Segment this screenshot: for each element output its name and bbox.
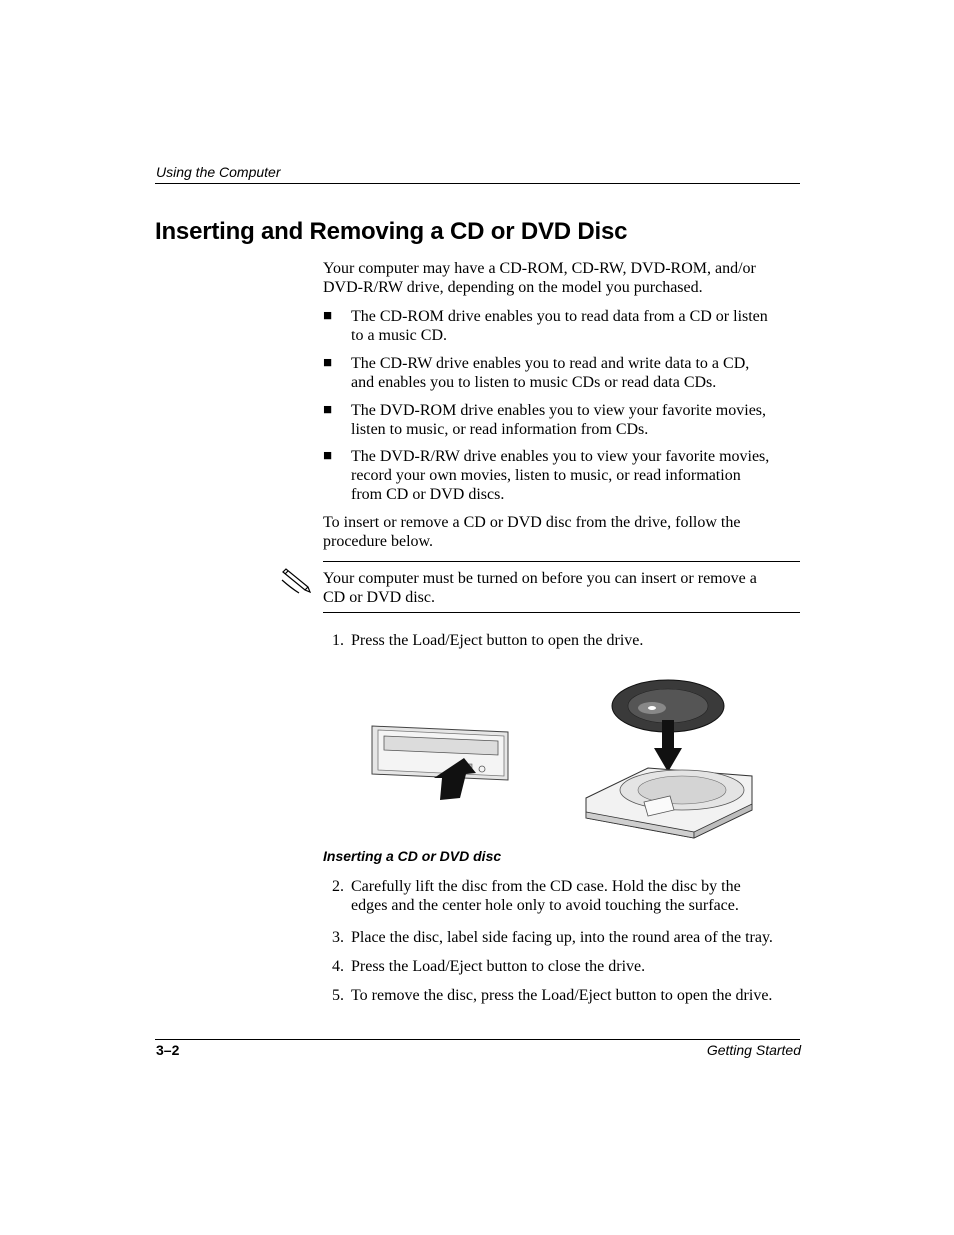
note-bottom-rule: [323, 612, 800, 613]
bullet-line: listen to music, or read information from CDs.: [351, 421, 649, 438]
note-line: CD or DVD disc.: [323, 589, 435, 606]
bullet-item: [351, 447, 803, 504]
note-top-rule: [323, 561, 800, 562]
step-line: Carefully lift the disc from the CD case. Hold the disc by the: [351, 878, 741, 895]
step-text: Place the disc, label side facing up, into the round area of the tray.: [351, 929, 773, 946]
bullet-marker: ■: [323, 402, 333, 418]
bullet-line: The CD-RW drive enables you to read and write data to a CD,: [351, 355, 750, 372]
note-text: [323, 569, 803, 607]
procedure-intro: [323, 513, 803, 551]
step-text: Press the Load/Eject button to open the drive.: [351, 632, 644, 649]
bullet-line: and enables you to listen to music CDs or read data CDs.: [351, 374, 717, 391]
step-number: 5.: [332, 987, 344, 1004]
page-number: 3–2: [156, 1042, 180, 1058]
intro-line: Your computer may have a CD-ROM, CD-RW, DVD-ROM, and/or: [323, 260, 756, 277]
bullet-line: to a music CD.: [351, 327, 447, 344]
step-text: [351, 877, 806, 915]
header-rule: [155, 183, 800, 184]
bullet-marker: ■: [323, 308, 333, 324]
bullet-item: [351, 307, 803, 345]
bullet-marker: ■: [323, 448, 333, 464]
bullet-line: The DVD-ROM drive enables you to view your favorite movies,: [351, 402, 767, 419]
drive-open-illustration: [366, 718, 512, 804]
bullet-line: record your own movies, listen to music, or read information: [351, 467, 741, 484]
step-text: To remove the disc, press the Load/Eject button to open the drive.: [351, 987, 773, 1004]
page-title: Inserting and Removing a CD or DVD Disc: [155, 218, 628, 245]
intro-paragraph: [323, 259, 803, 297]
book-title: Getting Started: [706, 1042, 801, 1058]
bullet-line: from CD or DVD discs.: [351, 486, 505, 503]
step-number: 3.: [332, 929, 344, 946]
step-number: 1.: [332, 632, 344, 649]
note-line: Your computer must be turned on before you can insert or remove a: [323, 570, 757, 587]
step-text: Press the Load/Eject button to close the drive.: [351, 958, 646, 975]
bullet-line: The CD-ROM drive enables you to read data from a CD or listen: [351, 308, 768, 325]
footer-rule: [155, 1039, 800, 1040]
bullet-item: [351, 354, 803, 392]
procedure-line: procedure below.: [323, 533, 434, 550]
procedure-line: To insert or remove a CD or DVD disc from the drive, follow the: [323, 514, 741, 531]
step-number: 4.: [332, 958, 344, 975]
step-number: 2.: [332, 878, 344, 895]
step-line: edges and the center hole only to avoid touching the surface.: [351, 897, 739, 914]
intro-line: DVD-R/RW drive, depending on the model you purchased.: [323, 279, 703, 296]
bullet-line: The DVD-R/RW drive enables you to view your favorite movies,: [351, 448, 770, 465]
pencil-icon: [279, 566, 315, 596]
bullet-item: [351, 401, 803, 439]
running-header: Using the Computer: [156, 164, 281, 180]
figure-caption: Inserting a CD or DVD disc: [323, 848, 502, 864]
disc-tray-illustration: [582, 672, 758, 840]
bullet-marker: ■: [323, 355, 333, 371]
